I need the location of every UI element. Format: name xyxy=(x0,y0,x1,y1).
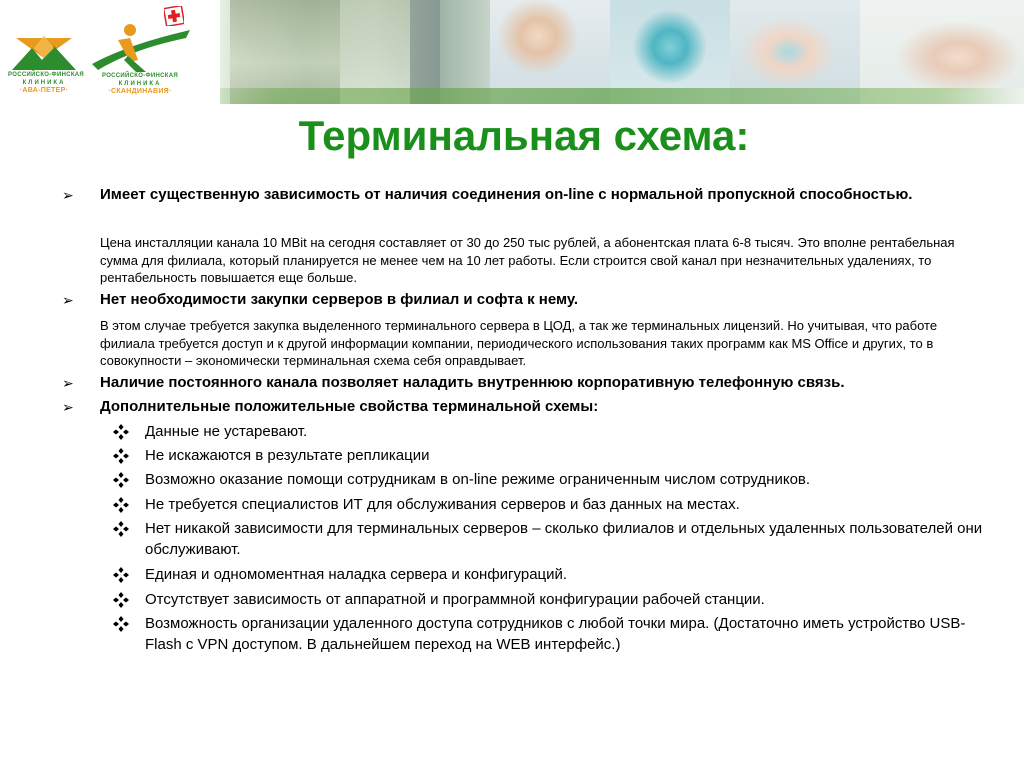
slide-title: Терминальная схема: xyxy=(298,112,750,159)
ava-peter-logo xyxy=(8,30,85,98)
sub-bullet-text: Единая и одномоментная наладка сервера и конфигураций. xyxy=(145,566,568,583)
logo-area xyxy=(0,0,220,104)
arrow-right-icon: ➢ xyxy=(62,292,74,308)
bullet-text: Наличие постоянного канала позволяет наладить внутреннюю корпоративную телефонную связь. xyxy=(100,374,845,391)
arrow-right-icon: ➢ xyxy=(62,187,74,203)
green-band xyxy=(190,88,1024,104)
arrow-right-icon: ➢ xyxy=(62,399,74,415)
sub-bullet-text: Отсутствует зависимость от аппаратной и программной конфигурации рабочей станции. xyxy=(145,591,765,608)
arrow-right-icon: ➢ xyxy=(62,375,74,391)
sub-bullet-text: Не искажаются в результате репликации xyxy=(145,447,430,464)
four-diamond-icon xyxy=(113,592,129,608)
sub-bullet-text: Не требуется специалистов ИТ для обслуживания серверов и баз данных на местах. xyxy=(145,496,740,513)
bullet-text: Имеет существенную зависимость от наличия соединения on-line с нормальной пропускной способностью. xyxy=(100,186,913,203)
four-diamond-icon xyxy=(113,497,129,513)
four-diamond-icon xyxy=(113,567,129,583)
bullet-text: Дополнительные положительные свойства терминальной схемы: xyxy=(100,398,599,415)
four-diamond-icon xyxy=(113,521,129,537)
scandinavia-logo xyxy=(88,6,192,98)
logo-right-line3: ·СКАНДИНАВИЯ· xyxy=(108,88,172,95)
logo-right-line2: КЛИНИКА xyxy=(118,81,162,87)
logo-left-line2: КЛИНИКА xyxy=(22,80,66,86)
four-diamond-icon xyxy=(113,424,129,440)
bullet-text: Нет необходимости закупки серверов в филиал и софта к нему. xyxy=(100,291,579,308)
four-diamond-icon xyxy=(113,448,129,464)
logo-left-line1: РОССИЙСКО-ФИНСКАЯ xyxy=(8,72,85,78)
header-banner xyxy=(0,0,1024,104)
four-diamond-icon xyxy=(113,472,129,488)
bullet-note: В этом случае требуется закупка выделенного терминального сервера в ЦОД, а так же терминальных лицензий. Но учитывая, что работе филиала требуется доступ и к другой информации компании, периодического использования таких программ как MS Office и других, то в совокупности – экономически терминальная схема себя оправдывает. xyxy=(100,318,938,368)
logo-left-line3: ·АВА-ПЕТЕР· xyxy=(19,87,69,94)
sub-bullet-text: Возможно оказание помощи сотрудникам в on-line режиме ограниченным числом сотрудников. xyxy=(145,471,811,488)
bullet-note: Цена инсталляции канала 10 MBit на сегодня составляет от 30 до 250 тыс рублей, а абонентская плата 6-8 тысяч. Это вполне рентабельная сумма для филиала, который планируется не менее чем на 10 лет работы. Если строится свой канал при незначительных удалениях, то рентабельность повышается еще больше. xyxy=(100,235,955,285)
scandinavia-logo-mark xyxy=(88,20,192,74)
logo-right-line1: РОССИЙСКО-ФИНСКАЯ xyxy=(101,73,179,79)
sub-bullet-text: Возможность организации удаленного доступа сотрудников с любой точки мира. (Достаточно иметь устройство USB-Flash с VPN доступом. В дальнейшем переход на WEB интерфейс.) xyxy=(145,615,966,653)
four-diamond-icon xyxy=(113,616,129,632)
ava-peter-logo-mark xyxy=(12,30,76,70)
sub-bullet-text: Данные не устаревают. xyxy=(145,423,308,440)
sub-bullet-text: Нет никакой зависимости для терминальных серверов – сколько филиалов и отдельных удаленных пользователей они обслуживают. xyxy=(145,520,983,558)
